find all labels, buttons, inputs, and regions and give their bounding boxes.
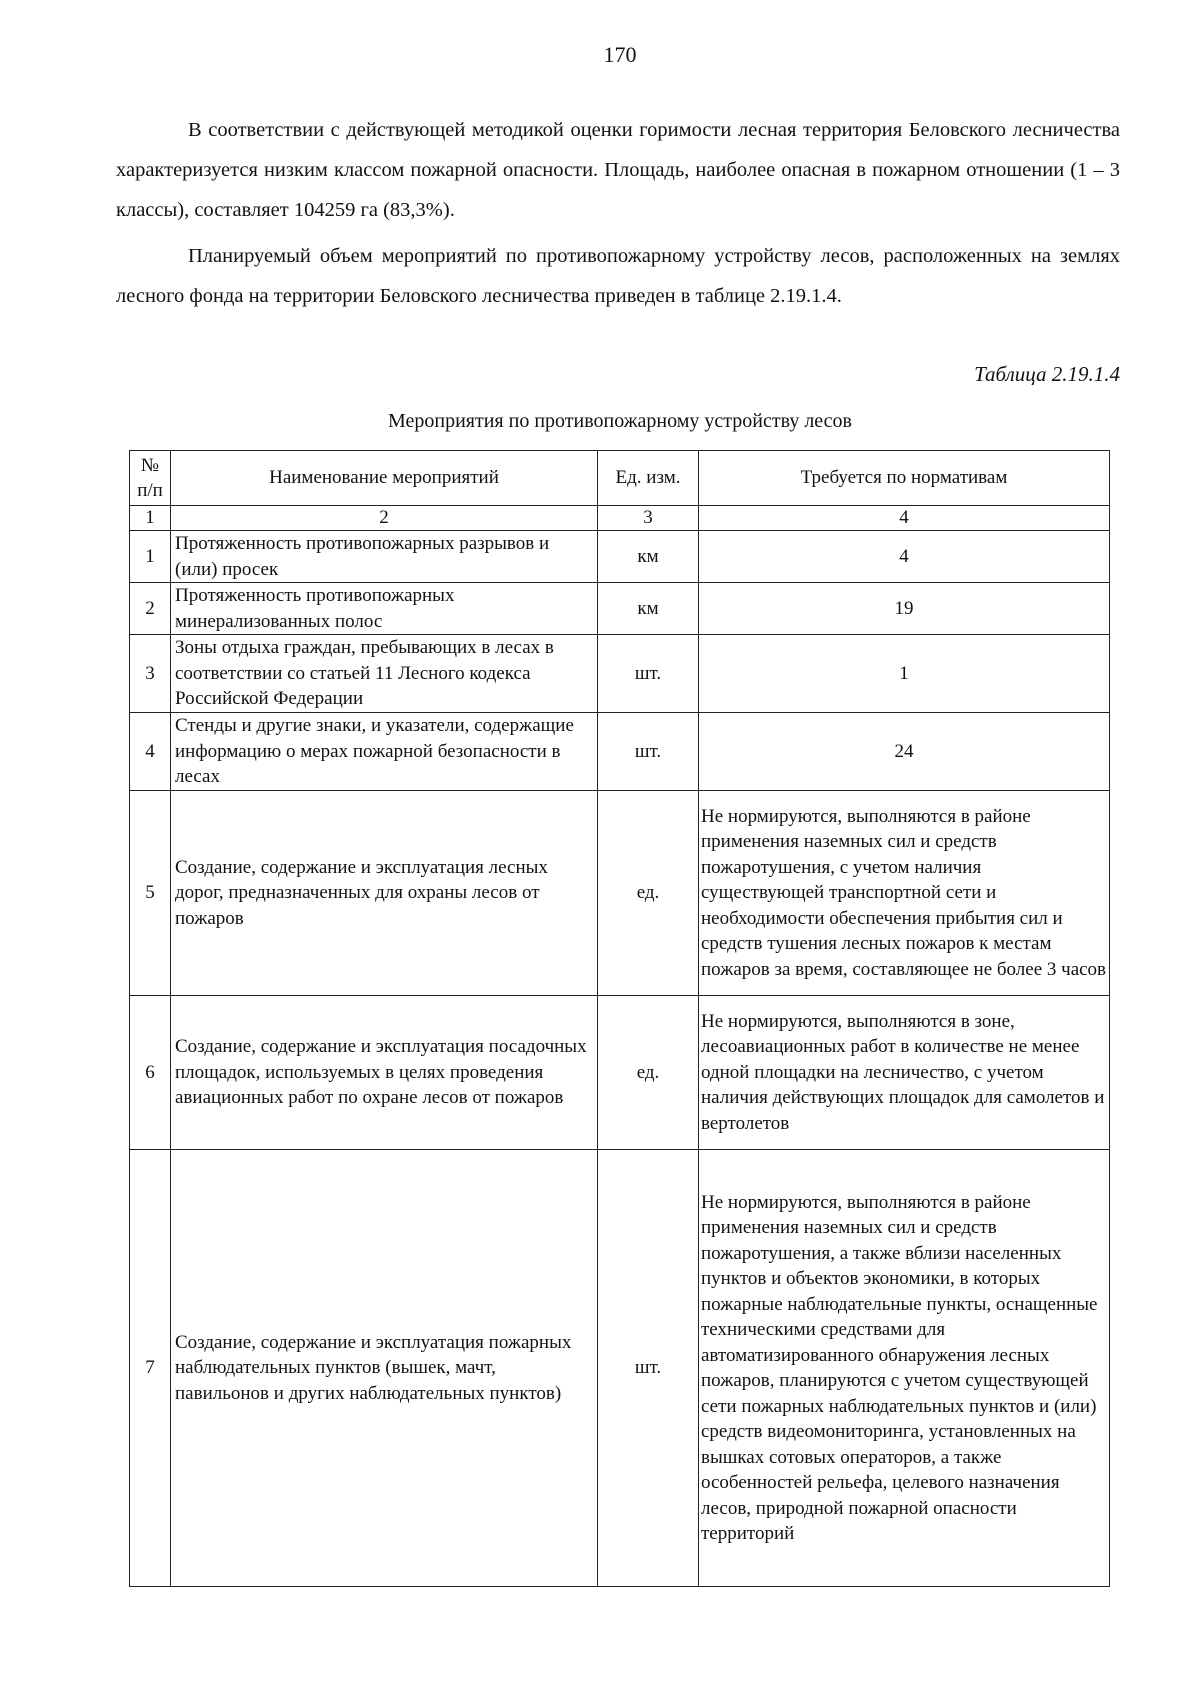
row-num: 3 [130, 635, 171, 713]
table-row [130, 791, 1110, 996]
header-num [130, 451, 171, 506]
header-unit: Ед. изм. [598, 451, 699, 506]
header-num-line2: п/п [137, 480, 163, 501]
page-number: 170 [603, 42, 637, 67]
row-name: Создание, содержание и эксплуатация пожарных наблюдательных пунктов (вышек, мачт, павильонов и других наблюдательных пунктов) [171, 1150, 598, 1587]
row-unit: шт. [598, 1150, 699, 1587]
row-num: 1 [130, 531, 171, 583]
table-title: Мероприятия по противопожарному устройству лесов [387, 410, 853, 432]
row-name: Зоны отдыха граждан, пребывающих в лесах в соответствии со статьей 11 Лесного кодекса Российской Федерации [171, 635, 598, 713]
table-caption: Таблица 2.19.1.4 [974, 362, 1120, 386]
table-row [130, 996, 1110, 1150]
row-num: 5 [130, 791, 171, 996]
index-cell: 2 [171, 506, 598, 531]
row-unit: км [598, 531, 699, 583]
row-num: 6 [130, 996, 171, 1150]
table-header-row [130, 451, 1110, 506]
index-cell: 3 [598, 506, 699, 531]
fire-measures-table [129, 450, 1110, 1587]
row-requirement: 1 [699, 635, 1110, 713]
table-row [130, 713, 1110, 791]
row-name: Протяженность противопожарных разрывов и (или) просек [171, 531, 598, 583]
header-requirement: Требуется по нормативам [699, 451, 1110, 506]
header-name: Наименование мероприятий [171, 451, 598, 506]
row-requirement: 19 [699, 583, 1110, 635]
table-row [130, 1150, 1110, 1587]
row-requirement: Не нормируются, выполняются в районе применения наземных сил и средств пожаротушения, с учетом наличия существующей транспортной сети и необходимости обеспечения прибытия сил и средств тушения лесных пожаров к местам пожаров за время, составляющее не более 3 часов [699, 791, 1110, 996]
row-requirement: 4 [699, 531, 1110, 583]
row-unit: шт. [598, 713, 699, 791]
row-num: 7 [130, 1150, 171, 1587]
row-unit: шт. [598, 635, 699, 713]
row-name: Протяженность противопожарных минерализованных полос [171, 583, 598, 635]
table-row [130, 635, 1110, 713]
row-requirement: 24 [699, 713, 1110, 791]
table-row [130, 583, 1110, 635]
row-name: Стенды и другие знаки, и указатели, содержащие информацию о мерах пожарной безопасности в лесах [171, 713, 598, 791]
row-requirement: Не нормируются, выполняются в районе применения наземных сил и средств пожаротушения, а также вблизи населенных пунктов и объектов экономики, в которых пожарные наблюдательные пункты, оснащенные техническими средствами для автоматизированного обнаружения лесных пожаров, планируются с учетом существующей сети пожарных наблюдательных пунктов и (или) средств видеомониторинга, установленных на вышках сотовых операторов, а также особенностей рельефа, целевого назначения лесов, природной пожарной опасности территорий [699, 1150, 1110, 1587]
row-requirement: Не нормируются, выполняются в зоне, лесоавиационных работ в количестве не менее одной площадки на лесничество, с учетом наличия действующих площадок для самолетов и вертолетов [699, 996, 1110, 1150]
row-num: 2 [130, 583, 171, 635]
header-num-line1: № [140, 454, 160, 476]
row-unit: км [598, 583, 699, 635]
table-index-row [130, 506, 1110, 531]
row-unit: ед. [598, 791, 699, 996]
index-cell: 4 [699, 506, 1110, 531]
body-paragraph-2: Планируемый объем мероприятий по противопожарному устройству лесов, расположенных на землях лесного фонда на территории Беловского лесничества приведен в таблице 2.19.1.4. [116, 245, 1120, 307]
row-name: Создание, содержание и эксплуатация посадочных площадок, используемых в целях проведения авиационных работ по охране лесов от пожаров [171, 996, 598, 1150]
row-unit: ед. [598, 996, 699, 1150]
row-num: 4 [130, 713, 171, 791]
index-cell: 1 [130, 506, 171, 531]
table-row [130, 531, 1110, 583]
body-paragraph-1: В соответствии с действующей методикой оценки горимости лесная территория Беловского лесничества характеризуется низким классом пожарной опасности. Площадь, наиболее опасная в пожарном отношении (1 – 3 классы), составляет 104259 га (83,3%). [116, 119, 1120, 221]
row-name: Создание, содержание и эксплуатация лесных дорог, предназначенных для охраны лесов от пожаров [171, 791, 598, 996]
